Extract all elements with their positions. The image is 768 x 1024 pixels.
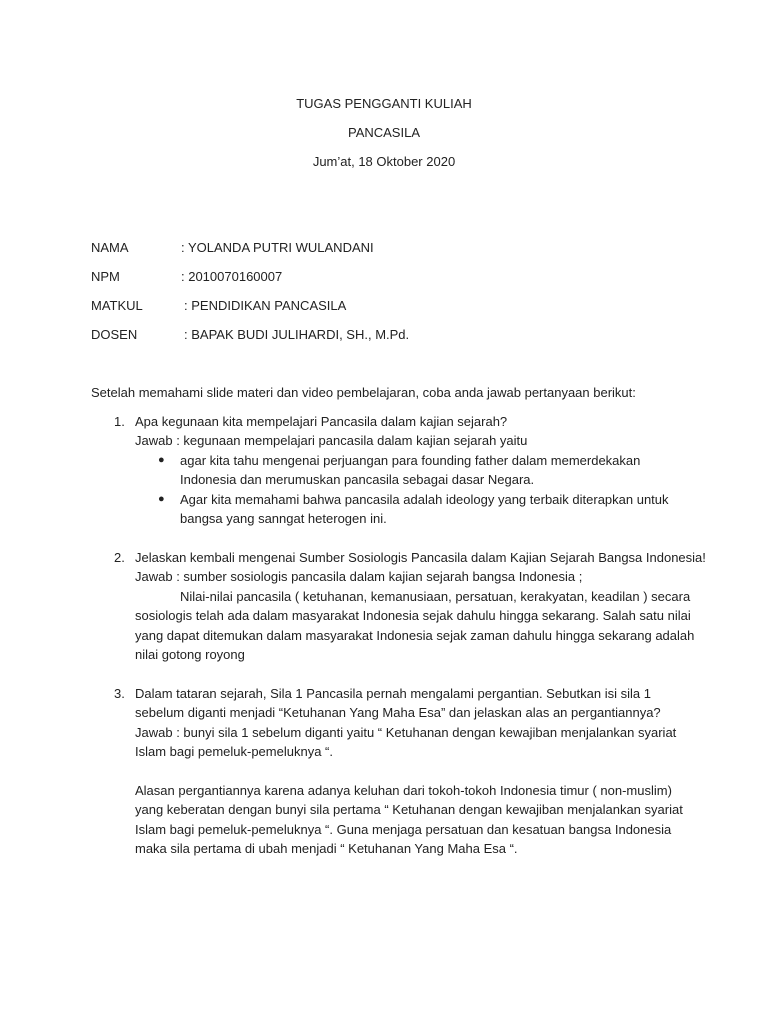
info-value-matkul: : PENDIDIKAN PANCASILA — [184, 298, 347, 313]
info-value-nama: : YOLANDA PUTRI WULANDANI — [181, 240, 374, 255]
q3-reason-line3: Islam bagi pemeluk-pemeluknya “. Guna menjaga persatuan dan kesatuan bangsa Indonesia — [135, 822, 672, 837]
q1-number: 1. — [114, 414, 125, 429]
document-title: TUGAS PENGGANTI KULIAH — [296, 96, 472, 111]
q3-reason-line4: maka sila pertama di ubah menjadi “ Ketuhanan Yang Maha Esa “. — [135, 841, 518, 856]
info-value-dosen: : BAPAK BUDI JULIHARDI, SH., M.Pd. — [184, 327, 410, 342]
bullet-icon: ● — [158, 454, 165, 466]
q2-question: Jelaskan kembali mengenai Sumber Sosiologis Pancasila dalam Kajian Sejarah Bangsa Indonesia! — [135, 550, 706, 565]
q1-bullet1-line1: agar kita tahu mengenai perjuangan para founding father dalam memerdekakan — [180, 453, 641, 468]
q3-number: 3. — [114, 686, 125, 701]
q2-answer-line4: nilai gotong royong — [135, 647, 245, 662]
q1-question: Apa kegunaan kita mempelajari Pancasila dalam kajian sejarah? — [135, 414, 508, 429]
info-label-dosen: DOSEN — [91, 327, 138, 342]
q2-answer-line3: yang dapat ditemukan dalam masyarakat Indonesia sejak zaman dahulu hingga sekarang adalah — [135, 628, 695, 643]
q3-answer-line1: Jawab : bunyi sila 1 sebelum diganti yaitu “ Ketuhanan dengan kewajiban menjalankan syariat — [135, 725, 677, 740]
q2-answer: Jawab : sumber sosiologis pancasila dalam kajian sejarah bangsa Indonesia ; — [135, 569, 583, 584]
info-label-nama: NAMA — [91, 240, 129, 255]
document-date: Jum’at, 18 Oktober 2020 — [312, 154, 456, 169]
info-value-npm: : 2010070160007 — [181, 269, 283, 284]
q1-bullet1-line2: Indonesia dan merumuskan pancasila sebagai dasar Negara. — [180, 472, 535, 487]
q3-reason-line1: Alasan pergantiannya karena adanya keluhan dari tokoh-tokoh Indonesia timur ( non-muslim) — [135, 783, 672, 798]
info-label-npm: NPM — [91, 269, 120, 284]
q3-question-line1: Dalam tataran sejarah, Sila 1 Pancasila pernah mengalami pergantian. Sebutkan isi sila 1 — [135, 686, 651, 701]
q1-bullet2-line2: bangsa yang sanngat heterogen ini. — [180, 511, 387, 526]
q2-answer-line1: Nilai-nilai pancasila ( ketuhanan, kemanusiaan, persatuan, kerakyatan, keadilan ) secara — [180, 589, 691, 604]
q3-question-line2: sebelum diganti menjadi “Ketuhanan Yang Maha Esa” dan jelaskan alas an pergantiannya? — [135, 705, 661, 720]
q2-answer-line2: sosiologis telah ada dalam masyarakat Indonesia sejak dahulu hingga sekarang. Salah satu nilai — [135, 608, 691, 623]
q3-answer-line2: Islam bagi pemeluk-pemeluknya “. — [135, 744, 333, 759]
q1-bullet2-line1: Agar kita memahami bahwa pancasila adalah ideology yang terbaik diterapkan untuk — [180, 492, 669, 507]
q2-number: 2. — [114, 550, 125, 565]
document-subject: PANCASILA — [347, 125, 420, 140]
intro-text: Setelah memahami slide materi dan video pembelajaran, coba anda jawab pertanyaan berikut: — [91, 385, 636, 400]
bullet-icon: ● — [158, 493, 165, 505]
q1-answer: Jawab : kegunaan mempelajari pancasila dalam kajian sejarah yaitu — [135, 433, 528, 448]
q3-reason-line2: yang keberatan dengan bunyi sila pertama “ Ketuhanan dengan kewajiban menjalankan syariat — [135, 802, 683, 817]
info-label-matkul: MATKUL — [91, 298, 143, 313]
